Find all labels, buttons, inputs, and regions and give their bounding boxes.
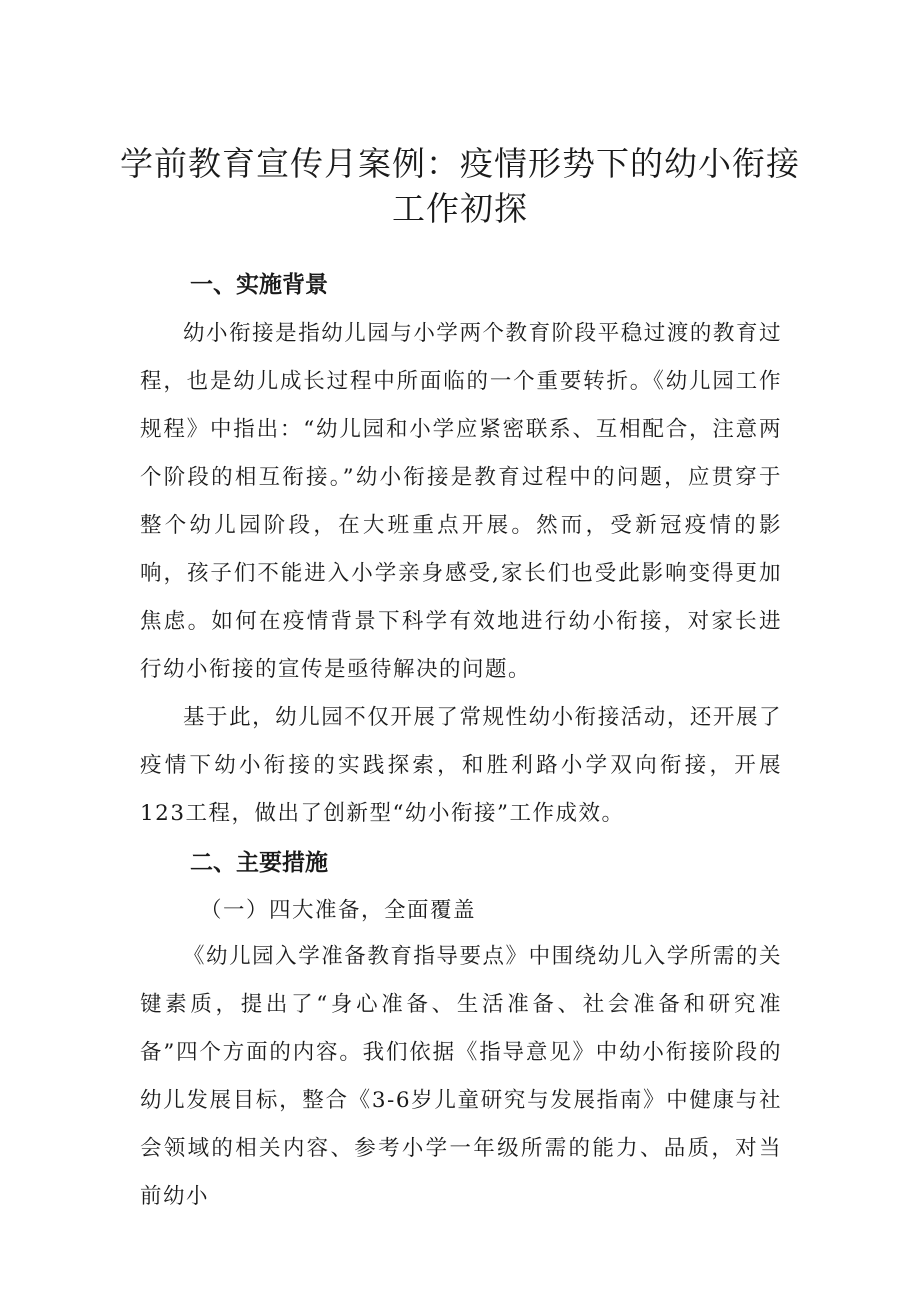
section-1-heading: 一、实施背景 — [190, 272, 328, 298]
section-1-paragraph-2: 基于此，幼儿园不仅开展了常规性幼小衔接活动，还开展了疫情下幼小衔接的实践探索，和胜利路小学双向衔接，开展123工程，做出了创新型“幼小衔接”工作成效。 — [140, 705, 782, 826]
document-title-line-2: 工作初探 — [392, 189, 528, 228]
section-2-subheading-1: （一）四大准备，全面覆盖 — [200, 898, 477, 923]
section-2-heading: 二、主要措施 — [190, 850, 328, 876]
document-title-line-1: 学前教育宣传月案例：疫情形势下的幼小衔接 — [120, 144, 800, 183]
section-2-paragraph-1: 《幼儿园入学准备教育指导要点》中围绕幼儿入学所需的关键素质，提出了“身心准备、生活准备、社会准备和研究准备”四个方面的内容。我们依据《指导意见》中幼小衔接阶段的幼儿发展目标，整合《3-6岁儿童研究与发展指南》中健康与社会领域的相关内容、参考小学一年级所需的能力、品质，对当前幼小 — [140, 944, 782, 1209]
section-1-paragraph-1: 幼小衔接是指幼儿园与小学两个教育阶段平稳过渡的教育过程，也是幼儿成长过程中所面临的一个重要转折。《幼儿园工作规程》中指出：“幼儿园和小学应紧密联系、互相配合，注意两个阶段的相互衔接。”幼小衔接是教育过程中的问题，应贯穿于整个幼儿园阶段，在大班重点开展。然而，受新冠疫情的影响，孩子们不能进入小学亲身感受,家长们也受此影响变得更加焦虑。如何在疫情背景下科学有效地进行幼小衔接，对家长进行幼小衔接的宣传是亟待解决的问题。 — [140, 321, 782, 682]
